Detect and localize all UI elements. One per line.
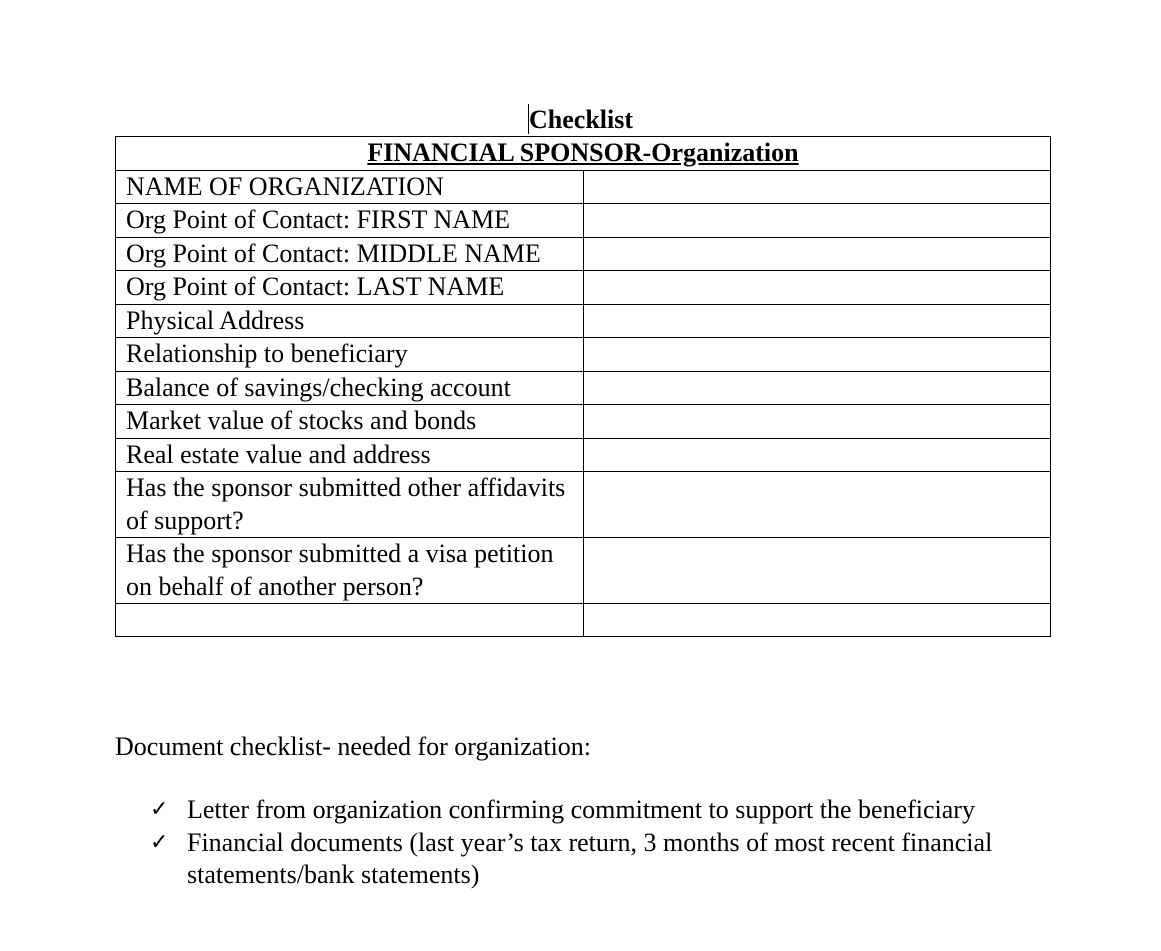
financial-sponsor-table bbox=[115, 136, 1051, 637]
row-value-cell[interactable] bbox=[583, 304, 1051, 338]
table-row bbox=[116, 304, 1051, 338]
table-row bbox=[116, 170, 1051, 204]
row-label: Physical Address bbox=[116, 304, 584, 338]
document-checklist bbox=[150, 794, 1060, 892]
row-label: Org Point of Contact: MIDDLE NAME bbox=[116, 237, 584, 271]
document-title-text: Checklist bbox=[529, 105, 633, 134]
row-value-cell[interactable] bbox=[583, 204, 1051, 238]
table-row bbox=[116, 538, 1051, 604]
table-row bbox=[116, 371, 1051, 405]
checkmark-icon: ✓ bbox=[150, 829, 169, 855]
row-label: Market value of stocks and bonds bbox=[116, 405, 584, 439]
row-label: Has the sponsor submitted other affidavits of support? bbox=[116, 472, 584, 538]
table-row bbox=[116, 237, 1051, 271]
row-value-cell[interactable] bbox=[583, 338, 1051, 372]
row-label: Real estate value and address bbox=[116, 438, 584, 472]
table-row bbox=[116, 405, 1051, 439]
row-label[interactable] bbox=[116, 604, 584, 637]
table-row bbox=[116, 604, 1051, 637]
row-label: Has the sponsor submitted a visa petition on behalf of another person? bbox=[116, 538, 584, 604]
row-value-cell[interactable] bbox=[583, 170, 1051, 204]
section-heading: FINANCIAL SPONSOR-Organization bbox=[116, 137, 1051, 171]
row-label: Balance of savings/checking account bbox=[116, 371, 584, 405]
row-value-cell[interactable] bbox=[583, 271, 1051, 305]
list-item-text: Letter from organization confirming commitment to support the beneficiary bbox=[187, 795, 975, 824]
row-value-cell[interactable] bbox=[583, 472, 1051, 538]
table-row bbox=[116, 204, 1051, 238]
document-title bbox=[0, 104, 1161, 136]
list-item bbox=[150, 794, 1060, 827]
table-row bbox=[116, 338, 1051, 372]
table-row bbox=[116, 271, 1051, 305]
row-value-cell[interactable] bbox=[583, 237, 1051, 271]
table-row bbox=[116, 472, 1051, 538]
row-value-cell[interactable] bbox=[583, 371, 1051, 405]
table-heading-row bbox=[116, 137, 1051, 171]
row-value-cell[interactable] bbox=[583, 438, 1051, 472]
row-label: Relationship to beneficiary bbox=[116, 338, 584, 372]
list-item-text: Financial documents (last year’s tax return, 3 months of most recent financial statements/bank statements) bbox=[187, 827, 993, 889]
row-label: Org Point of Contact: LAST NAME bbox=[116, 271, 584, 305]
document-checklist-intro: Document checklist- needed for organization: bbox=[115, 732, 592, 761]
row-label: Org Point of Contact: FIRST NAME bbox=[116, 204, 584, 238]
row-value-cell[interactable] bbox=[583, 538, 1051, 604]
row-value-cell[interactable] bbox=[583, 405, 1051, 439]
checkmark-icon: ✓ bbox=[150, 797, 169, 822]
list-item bbox=[150, 827, 1060, 892]
table-row bbox=[116, 438, 1051, 472]
row-label: NAME OF ORGANIZATION bbox=[116, 170, 584, 204]
row-value-cell[interactable] bbox=[583, 604, 1051, 637]
